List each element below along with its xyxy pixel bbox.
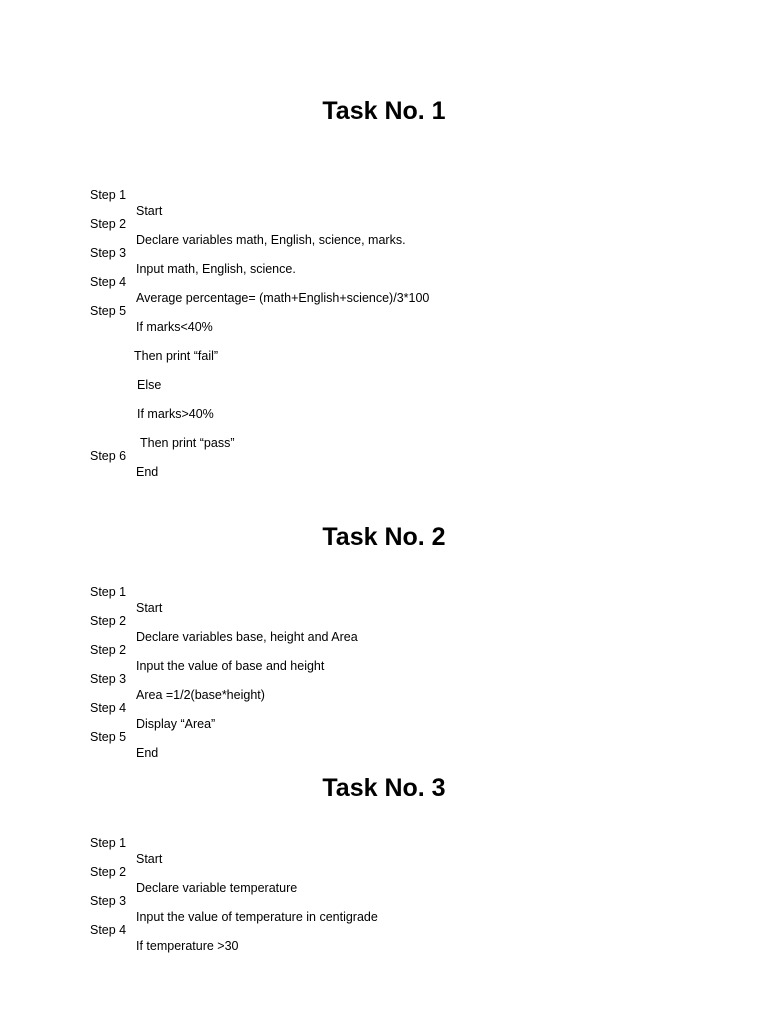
step-label: Step 1 (90, 836, 127, 850)
task-2-title: Task No. 2 (322, 523, 446, 551)
step-text: End (136, 465, 159, 479)
task-1-step-line (0, 432, 159, 496)
step-text: Area =1/2(base*height) (136, 688, 265, 702)
step-label: Step 2 (90, 643, 127, 657)
step-label: Step 1 (90, 585, 127, 599)
step-text: Else (137, 378, 162, 392)
step-label: Step 2 (90, 865, 127, 879)
step-text: End (136, 746, 159, 760)
step-text: Declare variable temperature (136, 881, 298, 895)
step-text: Input the value of base and height (136, 659, 325, 673)
step-text: Start (136, 204, 163, 218)
step-label: Step 3 (90, 246, 127, 260)
task-1-title: Task No. 1 (322, 97, 446, 125)
step-label: Step 4 (90, 701, 127, 715)
task-3-step-line (0, 906, 239, 970)
step-text: If temperature >30 (136, 939, 239, 953)
step-text: If marks>40% (137, 407, 214, 421)
step-text: If marks<40% (136, 320, 213, 334)
step-label: Step 2 (90, 217, 127, 231)
step-text: Input math, English, science. (136, 262, 296, 276)
step-text: Then print “fail” (134, 349, 219, 363)
step-label: Step 4 (90, 923, 127, 937)
step-text: Then print “pass” (140, 436, 235, 450)
step-text: Start (136, 601, 163, 615)
step-label: Step 4 (90, 275, 127, 289)
step-label: Step 2 (90, 614, 127, 628)
step-label: Step 3 (90, 672, 127, 686)
step-text: Start (136, 852, 163, 866)
step-text: Average percentage= (math+English+science)/3*100 (136, 291, 430, 305)
step-label: Step 3 (90, 894, 127, 908)
step-label: Step 5 (90, 730, 127, 744)
task-2-step-line (0, 713, 159, 777)
step-text: Input the value of temperature in centigrade (136, 910, 378, 924)
step-text: Declare variables base, height and Area (136, 630, 358, 644)
step-text: Display “Area” (136, 717, 216, 731)
step-label: Step 1 (90, 188, 127, 202)
step-label: Step 5 (90, 304, 127, 318)
step-label: Step 6 (90, 449, 127, 463)
task-3-title: Task No. 3 (322, 774, 446, 802)
step-text: Declare variables math, English, science, marks. (136, 233, 406, 247)
